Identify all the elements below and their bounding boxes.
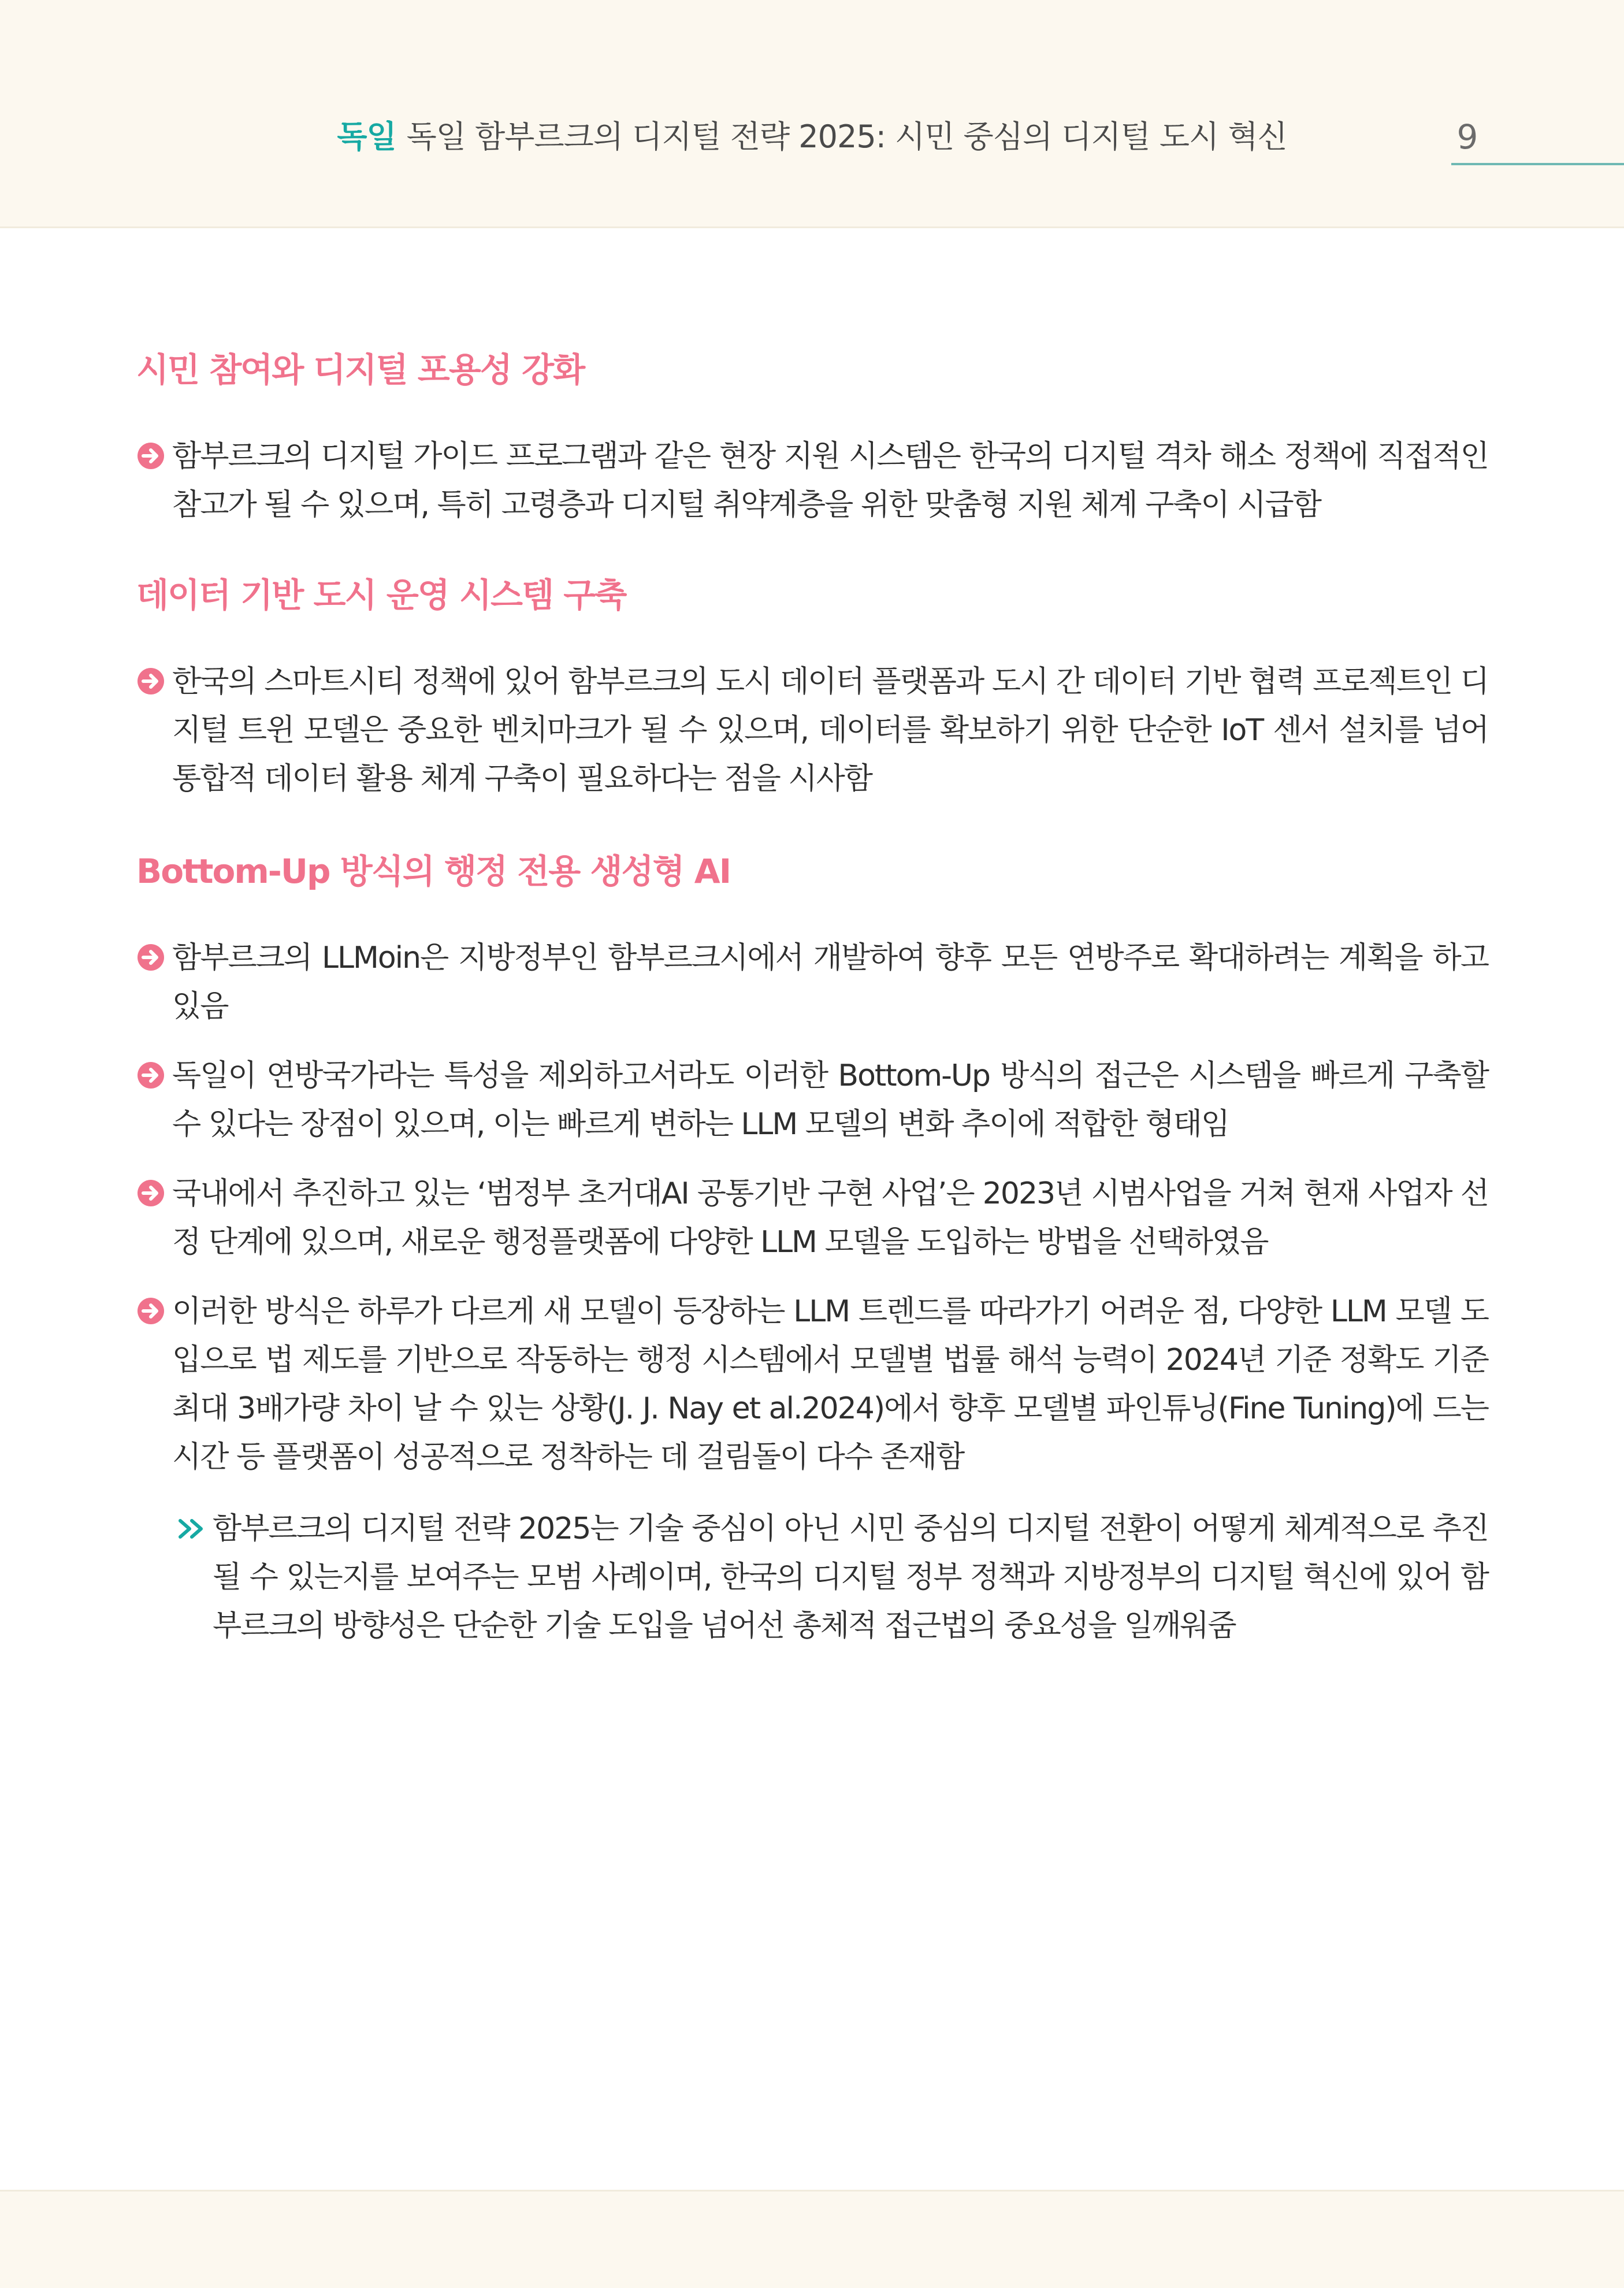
section-heading-2: 데이터 기반 도시 운영 시스템 구축 (136, 575, 626, 615)
sub-bullet-text: 함부르크의 디지털 전략 2025는 기술 중심이 아닌 시민 중심의 디지털 전환이 어떻게 체계적으로 추진될 수 있는지를 보여주는 모범 사례이며, 한국의 디지털 정부 정책과 지방정부의 디지털 혁신에 있어 함부르크의 방향성은 단순한 기술 도입을 넘어선 총체적 접근법의 중요성을 일깨워줌 (213, 1511, 1489, 1643)
circle-arrow-right-icon (136, 1297, 165, 1325)
bullet-text: 함부르크의 디지털 가이드 프로그램과 같은 현장 지원 시스템은 한국의 디지털 격차 해소 정책에 직접적인 참고가 될 수 있으며, 특히 고령층과 디지털 취약계층을 위한 맞춤형 지원 체계 구축이 시급함 (172, 439, 1488, 522)
section-heading-3: Bottom-Up 방식의 행정 전용 생성형 AI (136, 852, 731, 891)
country-label: 독일 (337, 118, 396, 155)
page-number-underline (1451, 163, 1624, 165)
bullet-text: 함부르크의 LLMoin은 지방정부인 함부르크시에서 개발하여 향후 모든 연방주로 확대하려는 계획을 하고 있음 (172, 941, 1488, 1024)
bullet-item (136, 1287, 1488, 1481)
circle-arrow-right-icon (136, 1179, 165, 1208)
page-number: 9 (1456, 117, 1478, 157)
bullet-item (136, 1052, 1488, 1149)
page-header (0, 0, 1624, 228)
bullet-item (136, 658, 1488, 803)
circle-arrow-right-icon (136, 1061, 165, 1090)
bullet-text: 한국의 스마트시티 정책에 있어 함부르크의 도시 데이터 플랫폼과 도시 간 데이터 기반 협력 프로젝트인 디지털 트윈 모델은 중요한 벤치마크가 될 수 있으며, 데이터를 확보하기 위한 단순한 IoT 센서 설치를 넘어 통합적 데이터 활용 체계 구축이 필요하다는 점을 시사함 (172, 664, 1488, 796)
bullet-text: 국내에서 추진하고 있는 ‘범정부 초거대AI 공통기반 구현 사업’은 2023년 시범사업을 거쳐 현재 사업자 선정 단계에 있으며, 새로운 행정플랫폼에 다양한 LLM 모델을 도입하는 방법을 선택하였음 (172, 1176, 1488, 1260)
circle-arrow-right-icon (136, 441, 165, 470)
page-footer (0, 2190, 1624, 2288)
bullet-item (136, 934, 1488, 1031)
double-chevron-right-icon (177, 1517, 211, 1540)
bullet-item (136, 432, 1488, 529)
section-heading-1: 시민 참여와 디지털 포용성 강화 (136, 350, 585, 389)
bullet-text: 이러한 방식은 하루가 다르게 새 모델이 등장하는 LLM 트렌드를 따라가기 어려운 점, 다양한 LLM 모델 도입으로 법 제도를 기반으로 작동하는 행정 시스템에서 모델별 법률 해석 능력이 2024년 기준 정확도 기준 최대 3배가량 차이 날 수 있는 상황(J. J. Nay et al.2024)에서 향후 모델별 파인튜닝(Fine Tuning)에 드는 시간 등 플랫폼이 성공적으로 정착하는 데 걸림돌이 다수 존재함 (172, 1294, 1488, 1474)
bullet-text: 독일이 연방국가라는 특성을 제외하고서라도 이러한 Bottom-Up 방식의 접근은 시스템을 빠르게 구축할 수 있다는 장점이 있으며, 이는 빠르게 변하는 LLM 모델의 변화 추이에 적합한 형태임 (172, 1058, 1488, 1142)
bullet-item (136, 1169, 1488, 1266)
sub-bullet-item (177, 1505, 1488, 1650)
running-title-text: 독일 함부르크의 디지털 전략 2025: 시민 중심의 디지털 도시 혁신 (406, 118, 1287, 155)
circle-arrow-right-icon (136, 667, 165, 696)
running-title (0, 116, 1624, 158)
circle-arrow-right-icon (136, 943, 165, 972)
